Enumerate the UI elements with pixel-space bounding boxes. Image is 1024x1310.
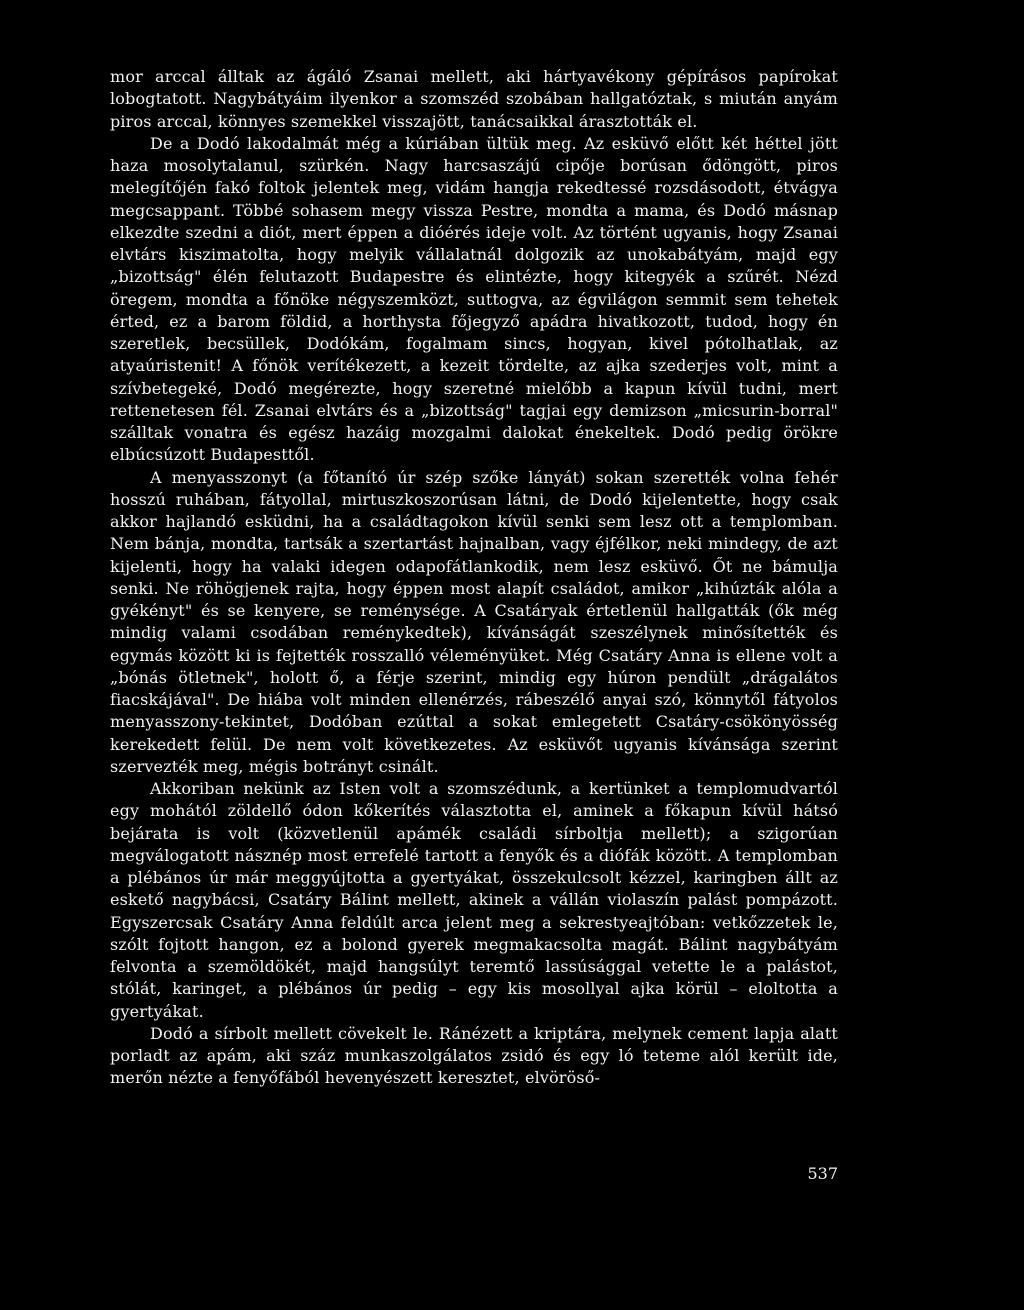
- paragraph: Akkoriban nekünk az Isten volt a szomszédunk, a kertünket a templomudvartól egy mohától zöldellő ódon kőkerítés választotta el, aminek a főkapun kívül hátsó bejárata is volt (közvetlenül apámék családi sírboltja mellett); a szigorúan megválogatott násznép most errefelé tartott a fenyők és a diófák között. A templomban a plébános úr már meggyújtotta a gyertyákat, összekulcsolt kézzel, karingben állt az eskető nagybácsi, Csatáry Bálint mellett, akinek a vállán violaszín palást pompázott. Egyszercsak Csatáry Anna feldúlt arca jelent meg a sekrestyeajtóban: vetkőzzetek le, szólt fojtott hangon, ez a bolond gyerek megmakacsolta magát. Bálint nagybátyám felvonta a szemöldökét, majd hangsúlyt teremtő lassúsággal vetette le a palástot, stólát, karinget, a plébános úr pedig – egy kis mosollyal ajka körül – eloltotta a gyertyákat.: [110, 779, 838, 1021]
- paragraph: A menyasszonyt (a főtanító úr szép szőke lányát) sokan szerették volna fehér hosszú ruhában, fátyollal, mirtuszkoszorúsan látni, de Dodó kijelentette, hogy csak akkor hajlandó esküdni, ha a családtagokon kívül senki sem lesz ott a templomban. Nem bánja, mondta, tartsák a szertartást hajnalban, vagy éjfélkor, neki mindegy, de azt kijelenti, hogy ha valaki idegen odapofátlankodik, nem lesz esküvő. Őt ne bámulja senki. Ne röhögjenek rajta, hogy éppen most alapít családot, amikor „kihúzták alóla a gyékényt" és se kenyere, se reménysége. A Csatáryak értetlenül hallgatták (ők még mindig valami csodában reménykedtek), kívánságát szeszélynek minősítették és egymás között ki is fejtették rosszalló véleményüket. Még Csatáry Anna is ellene volt a „bónás ötletnek", holott ő, a férje szerint, mindig egy húron pendült „drágalátos fiacskájával". De hiába volt minden ellenérzés, rábeszélő anyai szó, könnytől fátyolos menyasszony-tekintet, Dodóban ezúttal a sokat emlegetett Csatáry-csökönyösség kerekedett felül. De nem volt következetes. Az esküvőt ugyanis kívánsága szerint szervezték meg, mégis botrányt csinált.: [110, 467, 838, 776]
- body-text: [110, 66, 838, 1090]
- paragraph: De a Dodó lakodalmát még a kúriában ültük meg. Az esküvő előtt két héttel jött haza mosolytalanul, szürkén. Nagy harcsaszájú cipője borúsan ődöngött, piros melegítőjén fakó foltok jelentek meg, vidám hangja rekedtessé rozsdásodott, étvágya megcsappant. Többé sohasem megy vissza Pestre, mondta a mama, és Dodó másnap elkezdte szedni a diót, mert éppen a dióérés ideje volt. Az történt ugyanis, hogy Zsanai elvtárs kiszimatolta, hogy melyik vállalatnál dolgozik az unokabátyám, majd egy „bizottság" élén felutazott Budapestre és elintézte, hogy kitegyék a szűrét. Nézd öregem, mondta a főnöke négyszemközt, suttogva, az égvilágon semmit sem tehetek érted, ez a barom földid, a horthysta főjegyző apádra hivatkozott, tudod, hogy én szeretlek, becsüllek, Dodókám, fogalmam sincs, hogyan, kivel pótolhatlak, az atyaúristenit! A főnök verítékezett, a kezeit tördelte, az ajka szederjes volt, mint a szívbetegeké, Dodó megérezte, hogy szeretné mielőbb a kapun kívül tudni, mert rettenetesen fél. Zsanai elvtárs és a „bizottság" tagjai egy demizson „micsurin-borral" szálltak vonatra és egész hazáig mozgalmi dalokat énekeltek. Dodó pedig örökre elbúcsúzott Budapesttől.: [110, 133, 838, 465]
- page-number: 537: [807, 1164, 838, 1183]
- paragraph-continuation: mor arccal álltak az ágáló Zsanai mellett, aki hártyavékony gépírásos papírokat lobogtatott. Nagybátyáim ilyenkor a szomszéd szobában hallgatóztak, s miután anyám piros arccal, könnyes szemekkel visszajött, tanácsaikkal árasztották el.: [110, 67, 838, 131]
- paragraph: Dodó a sírbolt mellett cövekelt le. Ránézett a kriptára, melynek cement lapja alatt porladt az apám, aki száz munkaszolgálatos zsidó és egy ló teteme alól került ide, merőn nézte a fenyőfából hevenyészett keresztet, elvöröső-: [110, 1023, 838, 1088]
